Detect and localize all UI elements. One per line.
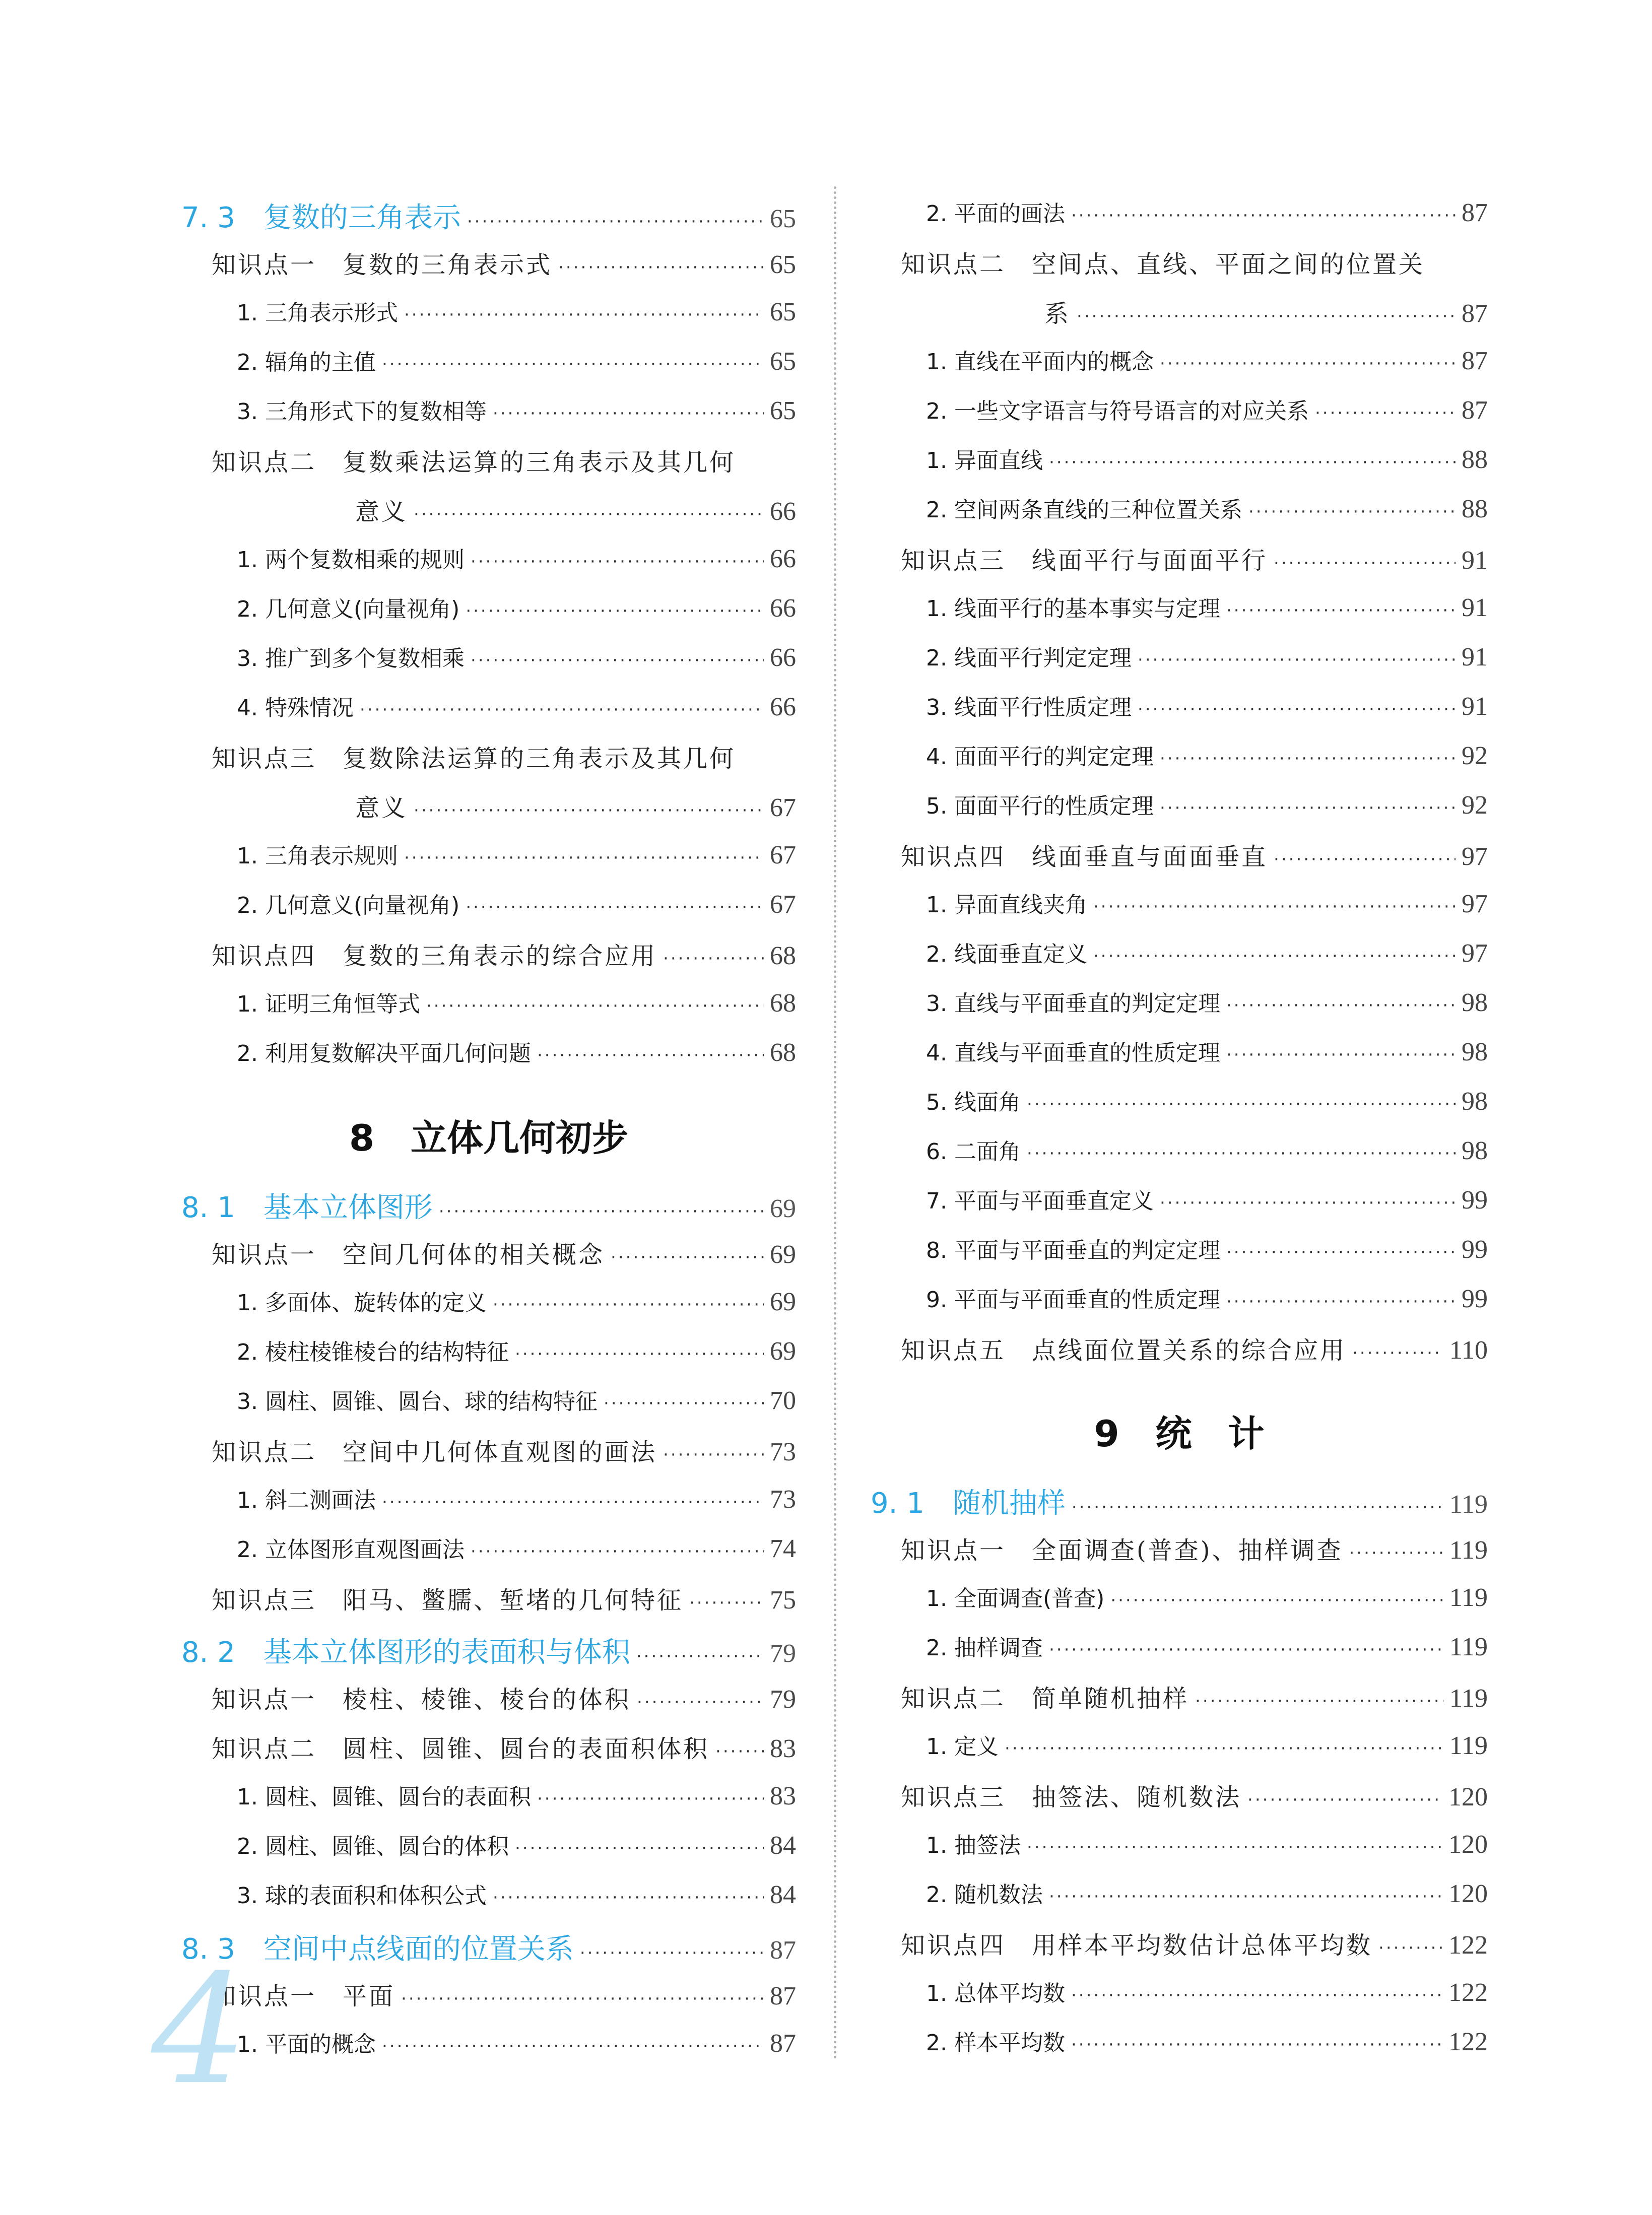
toc-subitem[interactable] [181, 2026, 796, 2075]
column-divider [834, 186, 836, 2060]
dot-leader [1072, 1497, 1443, 1517]
dot-leader [401, 1989, 764, 2009]
entry-title: 2. 抽样调查 [926, 1635, 1043, 1661]
entry-title: 2. 随机数法 [926, 1882, 1043, 1908]
dot-leader [1315, 403, 1456, 423]
entry-title: 3. 圆柱、圆锥、圆台、球的结构特征 [237, 1389, 598, 1415]
toc-subitem[interactable] [181, 1035, 796, 1085]
dot-leader [715, 1741, 764, 1762]
toc-subitem[interactable] [871, 640, 1488, 689]
toc-subitem[interactable] [181, 295, 796, 344]
toc-knowledge-point-continued[interactable] [871, 294, 1488, 344]
entry-title: 1. 圆柱、圆锥、圆台的表面积 [237, 1784, 531, 1810]
page-ref: 66 [770, 643, 796, 672]
dot-leader [1160, 1193, 1456, 1213]
toc-subitem[interactable] [181, 393, 796, 443]
dot-leader [471, 1541, 764, 1562]
toc-section-entry[interactable] [871, 1481, 1488, 1531]
page-ref: 98 [1462, 988, 1488, 1017]
toc-subitem[interactable] [871, 590, 1488, 640]
entry-title: 8. 1 基本立体图形 [181, 1191, 433, 1224]
dot-leader [604, 1393, 764, 1414]
page-ref: 119 [1449, 1583, 1488, 1612]
page-ref: 69 [770, 1240, 796, 1269]
dot-leader [537, 1045, 764, 1065]
page-ref: 97 [1462, 939, 1488, 968]
dot-leader [689, 1593, 764, 1613]
page-ref: 110 [1449, 1336, 1488, 1365]
dot-leader [1049, 1640, 1443, 1660]
entry-title: 8. 3 空间中点线面的位置关系 [181, 1933, 574, 1966]
page-ref: 97 [1462, 842, 1488, 871]
entry-title: 知识点五 点线面位置关系的综合应用 [901, 1336, 1347, 1365]
dot-leader [493, 404, 764, 424]
toc-subitem[interactable] [871, 1232, 1488, 1282]
entry-title: 2. 线面平行判定定理 [926, 645, 1132, 671]
dot-leader [404, 848, 764, 868]
page-ref: 119 [1449, 1490, 1488, 1519]
page-ref: 98 [1462, 1136, 1488, 1165]
page-ref: 99 [1462, 1186, 1488, 1215]
page-ref: 66 [770, 497, 796, 526]
toc-subitem[interactable] [181, 542, 796, 591]
dot-leader [663, 1445, 764, 1465]
entry-title: 2. 辐角的主值 [237, 350, 376, 375]
page-ref: 65 [770, 396, 796, 425]
page-ref: 119 [1449, 1536, 1488, 1565]
entry-title: 知识点一 复数的三角表示式 [212, 251, 553, 279]
entry-title: 2. 样本平均数 [926, 2030, 1065, 2056]
dot-leader [382, 354, 764, 374]
toc-subitem[interactable] [181, 1482, 796, 1531]
page-ref: 97 [1462, 890, 1488, 918]
dot-leader [1077, 306, 1456, 326]
entry-title: 2. 一些文字语言与符号语言的对应关系 [926, 398, 1309, 424]
toc-subitem[interactable] [871, 689, 1488, 739]
dot-leader [1226, 600, 1456, 621]
dot-leader [1027, 1837, 1442, 1857]
page-ref: 122 [1448, 2028, 1488, 2056]
dot-leader [1071, 2035, 1442, 2055]
toc-knowledge-point[interactable] [181, 245, 796, 295]
page-ref: 119 [1449, 1633, 1488, 1661]
dot-leader [1160, 354, 1456, 374]
entry-title: 知识点四 用样本平均数估计总体平均数 [901, 1931, 1373, 1960]
toc-subitem[interactable] [871, 887, 1488, 936]
toc-subitem[interactable] [181, 690, 796, 739]
page-ref: 99 [1462, 1235, 1488, 1264]
page-ref: 119 [1449, 1731, 1488, 1760]
toc-subitem[interactable] [871, 1282, 1488, 1331]
entry-title: 知识点三 阳马、鳖臑、堑堵的几何特征 [212, 1586, 684, 1615]
page-ref: 84 [770, 1831, 796, 1860]
page-ref: 67 [770, 890, 796, 919]
entry-title: 3. 球的表面积和体积公式 [237, 1883, 487, 1909]
toc-subitem[interactable] [871, 1084, 1488, 1133]
toc-subitem[interactable] [871, 1035, 1488, 1084]
page-ref: 91 [1462, 692, 1488, 721]
entry-title: 1. 定义 [926, 1734, 999, 1760]
entry-title: 2. 几何意义(向量视角) [237, 893, 460, 918]
entry-title: 1. 线面平行的基本事实与定理 [926, 596, 1220, 622]
entry-title: 8. 平面与平面垂直的判定定理 [926, 1238, 1220, 1263]
dot-leader [414, 800, 764, 821]
page-ref: 65 [770, 347, 796, 376]
toc-subitem[interactable] [871, 1827, 1488, 1876]
toc-subitem[interactable] [871, 393, 1488, 442]
dot-leader [471, 552, 764, 572]
dot-leader [580, 1943, 764, 1963]
toc-subitem[interactable] [871, 1876, 1488, 1926]
dot-leader [466, 601, 764, 621]
page-ref: 122 [1448, 1978, 1488, 2007]
entry-title: 1. 多面体、旋转体的定义 [237, 1290, 487, 1316]
entry-title: 知识点二 简单随机抽样 [901, 1685, 1190, 1713]
toc-knowledge-point[interactable] [181, 936, 796, 986]
toc-subitem[interactable] [181, 591, 796, 640]
page-ref: 73 [770, 1438, 796, 1466]
entry-title: 4. 直线与平面垂直的性质定理 [926, 1040, 1220, 1066]
toc-knowledge-point[interactable] [871, 1531, 1488, 1580]
dot-leader [1352, 1343, 1443, 1363]
entry-title: 3. 推广到多个复数相乘 [237, 646, 465, 672]
toc-subitem[interactable] [871, 936, 1488, 985]
page-ref: 65 [770, 298, 796, 326]
page-ref: 87 [770, 2029, 796, 2058]
entry-title: 知识点二 空间中几何体直观图的画法 [212, 1438, 657, 1466]
toc-subitem[interactable] [871, 1183, 1488, 1232]
entry-title-continued: 系 [1044, 300, 1071, 328]
entry-title: 知识点三 线面平行与面面平行 [901, 547, 1268, 575]
page-ref: 67 [770, 793, 796, 822]
toc-knowledge-point[interactable] [871, 1926, 1488, 1975]
entry-title: 2. 平面的画法 [926, 201, 1065, 227]
dot-leader [1160, 798, 1456, 818]
toc-subitem[interactable] [181, 1877, 796, 1927]
toc-section-entry[interactable] [181, 1185, 796, 1235]
dot-leader [1226, 1045, 1456, 1065]
dot-leader [1247, 1790, 1442, 1810]
page-ref: 119 [1449, 1684, 1488, 1713]
entry-title: 知识点三 复数除法运算的三角表示及其几何 [212, 745, 736, 773]
page-ref: 67 [770, 841, 796, 869]
dot-leader [515, 1838, 764, 1858]
toc-knowledge-point[interactable] [181, 739, 796, 788]
toc-subitem[interactable] [181, 887, 796, 936]
toc-subitem[interactable] [871, 442, 1488, 492]
toc-subitem[interactable] [181, 1828, 796, 1877]
page-ref: 79 [770, 1639, 796, 1668]
toc-left-column [181, 195, 796, 2079]
entry-title: 知识点一 平面 [212, 1982, 395, 2010]
toc-subitem[interactable] [871, 788, 1488, 837]
page-ref: 75 [770, 1586, 796, 1615]
toc-subitem[interactable] [181, 1779, 796, 1828]
entry-title: 5. 线面角 [926, 1090, 1021, 1115]
toc-knowledge-point[interactable] [181, 1680, 796, 1729]
entry-title: 2. 立体图形直观图画法 [237, 1537, 465, 1563]
toc-knowledge-point[interactable] [871, 245, 1488, 294]
page-ref: 79 [770, 1685, 796, 1714]
entry-title: 2. 空间两条直线的三种位置关系 [926, 497, 1242, 523]
dot-leader [1274, 553, 1456, 573]
entry-title: 知识点四 复数的三角表示的综合应用 [212, 942, 657, 970]
toc-subitem[interactable] [871, 195, 1488, 245]
page-ref: 84 [770, 1881, 796, 1909]
entry-title: 4. 特殊情况 [237, 695, 354, 721]
page-ref: 70 [770, 1386, 796, 1415]
dot-leader [493, 1295, 764, 1315]
entry-title: 1. 总体平均数 [926, 1981, 1065, 2006]
page-ref: 69 [770, 1337, 796, 1366]
dot-leader [1027, 1144, 1456, 1164]
entry-title: 3. 直线与平面垂直的判定定理 [926, 991, 1220, 1017]
dot-leader [1093, 946, 1456, 966]
entry-title: 知识点一 棱柱、棱锥、棱台的体积 [212, 1686, 631, 1714]
page-ref: 122 [1448, 1931, 1488, 1960]
dot-leader [1093, 897, 1456, 917]
toc-subitem[interactable] [871, 985, 1488, 1035]
dot-leader [1160, 749, 1456, 769]
page-ref: 91 [1462, 546, 1488, 575]
toc-subitem[interactable] [871, 739, 1488, 788]
entry-title: 1. 证明三角恒等式 [237, 991, 420, 1017]
page-ref: 66 [770, 594, 796, 623]
toc-subitem[interactable] [181, 986, 796, 1035]
page-ref: 68 [770, 942, 796, 970]
toc-knowledge-point[interactable] [181, 1729, 796, 1779]
toc-subitem[interactable] [181, 838, 796, 887]
toc-knowledge-point[interactable] [181, 1977, 796, 2026]
entry-title: 1. 直线在平面内的概念 [926, 349, 1154, 375]
page-ref: 120 [1448, 1830, 1488, 1859]
dot-leader [493, 1888, 764, 1908]
entry-title: 9. 平面与平面垂直的性质定理 [926, 1287, 1220, 1313]
page-ref: 69 [770, 1288, 796, 1316]
entry-title: 2. 圆柱、圆锥、圆台的体积 [237, 1834, 509, 1859]
entry-title: 8. 2 基本立体图形的表面积与体积 [181, 1636, 630, 1669]
entry-title: 知识点二 圆柱、圆锥、圆台的表面积体积 [212, 1735, 710, 1763]
dot-leader [537, 1789, 764, 1809]
dot-leader [1049, 1887, 1442, 1907]
page-ref: 68 [770, 989, 796, 1018]
entry-title-continued: 意义 [355, 498, 408, 526]
dot-leader [558, 257, 764, 278]
page-ref: 87 [1462, 198, 1488, 227]
dot-leader [467, 212, 764, 232]
page-ref: 120 [1448, 1783, 1488, 1811]
toc-subitem[interactable] [181, 1383, 796, 1433]
toc-knowledge-point[interactable] [181, 1235, 796, 1285]
toc-knowledge-point[interactable] [871, 837, 1488, 887]
toc-knowledge-point-continued[interactable] [181, 492, 796, 542]
dot-leader [1226, 995, 1456, 1016]
dot-leader [414, 504, 764, 524]
entry-title: 知识点二 复数乘法运算的三角表示及其几何 [212, 448, 736, 477]
dot-leader [636, 1646, 764, 1666]
page-ref: 69 [770, 1194, 796, 1223]
toc-knowledge-point[interactable] [871, 1778, 1488, 1827]
entry-title: 7. 平面与平面垂直定义 [926, 1188, 1154, 1214]
toc-subitem[interactable] [871, 1630, 1488, 1679]
page-ref: 87 [1462, 396, 1488, 425]
page-ref: 88 [1462, 445, 1488, 474]
dot-leader [439, 1201, 764, 1222]
entry-title: 9. 1 随机抽样 [871, 1487, 1066, 1520]
dot-leader [1226, 1292, 1456, 1312]
page-ref: 88 [1462, 495, 1488, 523]
toc-section-entry[interactable] [181, 195, 796, 245]
toc-knowledge-point[interactable] [871, 1679, 1488, 1728]
toc-subitem[interactable] [181, 1285, 796, 1334]
entry-title: 知识点三 抽签法、随机数法 [901, 1783, 1242, 1811]
toc-knowledge-point[interactable] [181, 1433, 796, 1482]
entry-title: 1. 异面直线 [926, 448, 1043, 474]
dot-leader [1226, 1242, 1456, 1262]
toc-subitem[interactable] [871, 1580, 1488, 1630]
page-ref: 92 [1462, 742, 1488, 770]
entry-title: 4. 面面平行的判定定理 [926, 744, 1154, 770]
entry-title: 1. 全面调查(普查) [926, 1586, 1105, 1612]
page-ref: 91 [1462, 643, 1488, 672]
page-ref: 65 [770, 205, 796, 233]
entry-title: 1. 抽签法 [926, 1833, 1021, 1858]
toc-subitem[interactable] [181, 344, 796, 393]
entry-title-continued: 意义 [355, 794, 408, 822]
dot-leader [471, 650, 764, 670]
dot-leader [1378, 1938, 1442, 1958]
toc-knowledge-point[interactable] [871, 1331, 1488, 1380]
dot-leader [466, 897, 764, 917]
toc-subitem[interactable] [871, 1133, 1488, 1183]
page-ref: 120 [1448, 1880, 1488, 1908]
entry-title: 7. 3 复数的三角表示 [181, 202, 461, 234]
toc-subitem[interactable] [181, 1531, 796, 1581]
toc-subitem[interactable] [871, 344, 1488, 393]
entry-title: 3. 线面平行性质定理 [926, 695, 1132, 720]
entry-title: 1. 三角表示形式 [237, 300, 398, 326]
toc-section-entry[interactable] [181, 1630, 796, 1680]
page-ref: 98 [1462, 1087, 1488, 1116]
dot-leader [1349, 1543, 1443, 1563]
page-ref: 99 [1462, 1285, 1488, 1313]
entry-title: 6. 二面角 [926, 1139, 1021, 1165]
dot-leader [426, 996, 764, 1016]
toc-subitem[interactable] [871, 2025, 1488, 2074]
dot-leader [1005, 1738, 1443, 1759]
toc-section-entry[interactable] [181, 1927, 796, 1977]
dot-leader [360, 700, 764, 720]
dot-leader [1138, 650, 1456, 670]
entry-title: 知识点四 线面垂直与面面垂直 [901, 843, 1268, 871]
dot-leader [1027, 1094, 1456, 1114]
entry-title: 1. 斜二测画法 [237, 1488, 376, 1513]
dot-leader [637, 1692, 764, 1712]
toc-knowledge-point[interactable] [181, 443, 796, 492]
dot-leader [382, 1492, 764, 1512]
dot-leader [611, 1247, 764, 1267]
entry-title: 3. 三角形式下的复数相等 [237, 399, 487, 425]
page-ref: 87 [770, 1936, 796, 1965]
dot-leader [382, 2036, 764, 2056]
dot-leader [1110, 1590, 1443, 1610]
entry-title: 知识点一 空间几何体的相关概念 [212, 1241, 605, 1269]
page-ref: 87 [770, 1982, 796, 2010]
page-number: 4 [151, 1942, 247, 2118]
toc-right-column [871, 195, 1488, 2079]
dot-leader [404, 305, 764, 325]
entry-title: 1. 平面的概念 [237, 2032, 376, 2057]
entry-title: 2. 线面垂直定义 [926, 942, 1087, 967]
page-ref: 92 [1462, 791, 1488, 820]
dot-leader [663, 949, 764, 969]
dot-leader [515, 1344, 764, 1364]
toc-subitem[interactable] [181, 640, 796, 690]
page-ref: 87 [1462, 347, 1488, 375]
page-ref: 98 [1462, 1038, 1488, 1066]
chapter-heading: 9 统 计 [1094, 1413, 1265, 1455]
page-ref: 87 [1462, 299, 1488, 328]
dot-leader [1138, 699, 1456, 719]
entry-title: 1. 异面直线夹角 [926, 892, 1087, 918]
dot-leader [1049, 452, 1456, 473]
page-ref: 66 [770, 545, 796, 573]
dot-leader [1071, 1985, 1442, 2005]
dot-leader [1071, 206, 1456, 226]
toc-knowledge-point[interactable] [181, 1581, 796, 1630]
toc-subitem[interactable] [871, 1728, 1488, 1778]
page-ref: 83 [770, 1782, 796, 1810]
entry-title: 2. 利用复数解决平面几何问题 [237, 1041, 531, 1066]
page-ref: 66 [770, 693, 796, 721]
entry-title: 5. 面面平行的性质定理 [926, 793, 1154, 819]
page-ref: 65 [770, 250, 796, 279]
page-ref: 83 [770, 1734, 796, 1763]
page-ref: 68 [770, 1038, 796, 1067]
toc-subitem[interactable] [871, 492, 1488, 541]
entry-title: 2. 棱柱棱锥棱台的结构特征 [237, 1339, 509, 1365]
entry-title: 知识点一 全面调查(普查)、抽样调查 [901, 1536, 1343, 1565]
page-ref: 73 [770, 1485, 796, 1514]
entry-title: 1. 三角表示规则 [237, 843, 398, 869]
dot-leader [1248, 502, 1456, 522]
page-ref: 91 [1462, 593, 1488, 622]
entry-title: 1. 两个复数相乘的规则 [237, 547, 465, 573]
toc-subitem[interactable] [871, 1975, 1488, 2025]
page-ref: 74 [770, 1534, 796, 1563]
toc-knowledge-point-continued[interactable] [181, 788, 796, 838]
toc-subitem[interactable] [181, 1334, 796, 1383]
dot-leader [1274, 849, 1456, 869]
dot-leader [1195, 1691, 1443, 1711]
chapter-heading: 8 立体几何初步 [349, 1117, 629, 1159]
toc-knowledge-point[interactable] [871, 541, 1488, 590]
entry-title: 知识点二 空间点、直线、平面之间的位置关 [901, 250, 1425, 279]
entry-title: 2. 几何意义(向量视角) [237, 596, 460, 622]
